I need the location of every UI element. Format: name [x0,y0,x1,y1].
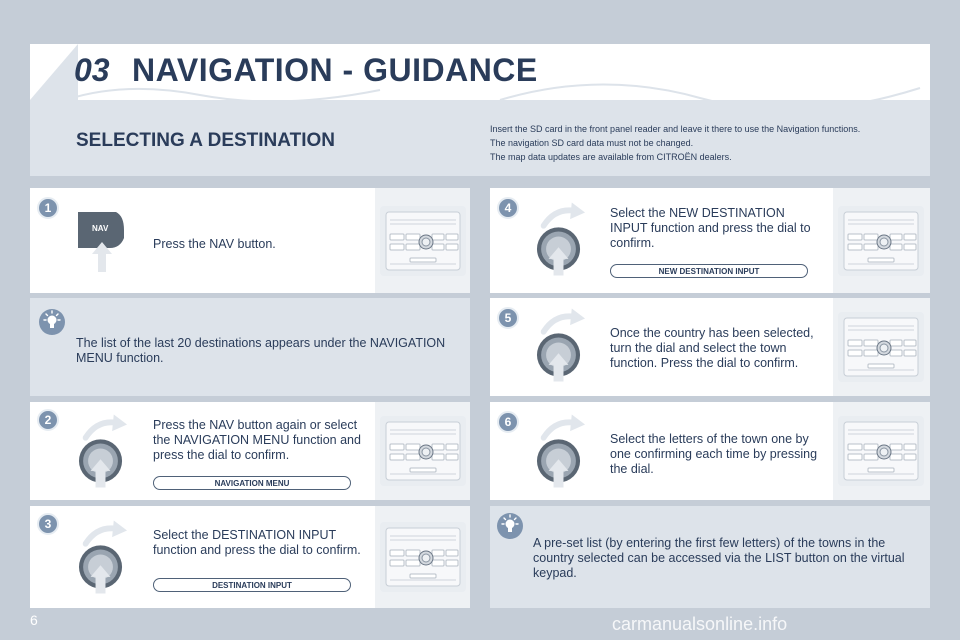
step-2-text: Press the NAV button again or select the NAVIGATION MENU function and press the dial to confirm. [153,418,361,462]
tip-text: The list of the last 20 destinations appears under the NAVIGATION MENU function. [76,336,446,365]
step-badge: 6 [497,411,519,433]
dial-icon [74,408,132,494]
tip-text: A pre-set list (by entering the first few letters) of the towns in the country selected can be accessed via the LIST button on the virtual keypad. [533,536,905,580]
menu-label-pill: DESTINATION INPUT [153,578,351,592]
step-3-text: Select the DESTINATION INPUT function and press the dial to confirm. [153,528,361,557]
page-number: 6 [30,612,38,628]
step-1-text: Press the NAV button. [153,237,276,251]
radio-device-icon [838,206,924,276]
step-badge: 2 [37,409,59,431]
step-4-text: Select the NEW DESTINATION INPUT function and press the dial to confirm. [610,206,811,250]
intro-notes [490,122,920,164]
radio-device-icon [838,416,924,486]
intro-note: Insert the SD card in the front panel reader and leave it there to use the Navigation functions. [490,124,861,134]
step-badge: 3 [37,513,59,535]
chapter-number: 03 [74,52,110,88]
radio-device-icon [838,312,924,382]
dial-icon [532,302,590,388]
lightbulb-icon [38,308,66,336]
step-5-text: Once the country has been selected, turn the dial and select the town function. Press the dial to confirm. [610,326,814,370]
step-badge: 1 [37,197,59,219]
nav-button-icon [76,208,126,274]
dial-icon [532,196,590,282]
radio-device-icon [380,416,466,486]
dial-icon [74,514,132,600]
dial-icon [532,408,590,494]
menu-label-pill: NEW DESTINATION INPUT [610,264,808,278]
watermark: carmanualsonline.info [612,614,788,634]
section-title: SELECTING A DESTINATION [76,130,335,151]
nav-button-label: NAV [92,224,109,233]
step-6-text: Select the letters of the town one by one confirming each time by pressing the dial. [610,432,818,476]
lightbulb-icon [496,512,524,540]
radio-device-icon [380,522,466,592]
intro-note: The navigation SD card data must not be changed. [490,138,694,148]
page-title: NAVIGATION - GUIDANCE [132,52,538,88]
step-badge: 4 [497,197,519,219]
radio-device-icon [380,206,466,276]
menu-label-pill: NAVIGATION MENU [153,476,351,490]
intro-note: The map data updates are available from CITROËN dealers. [490,152,732,162]
step-badge: 5 [497,307,519,329]
